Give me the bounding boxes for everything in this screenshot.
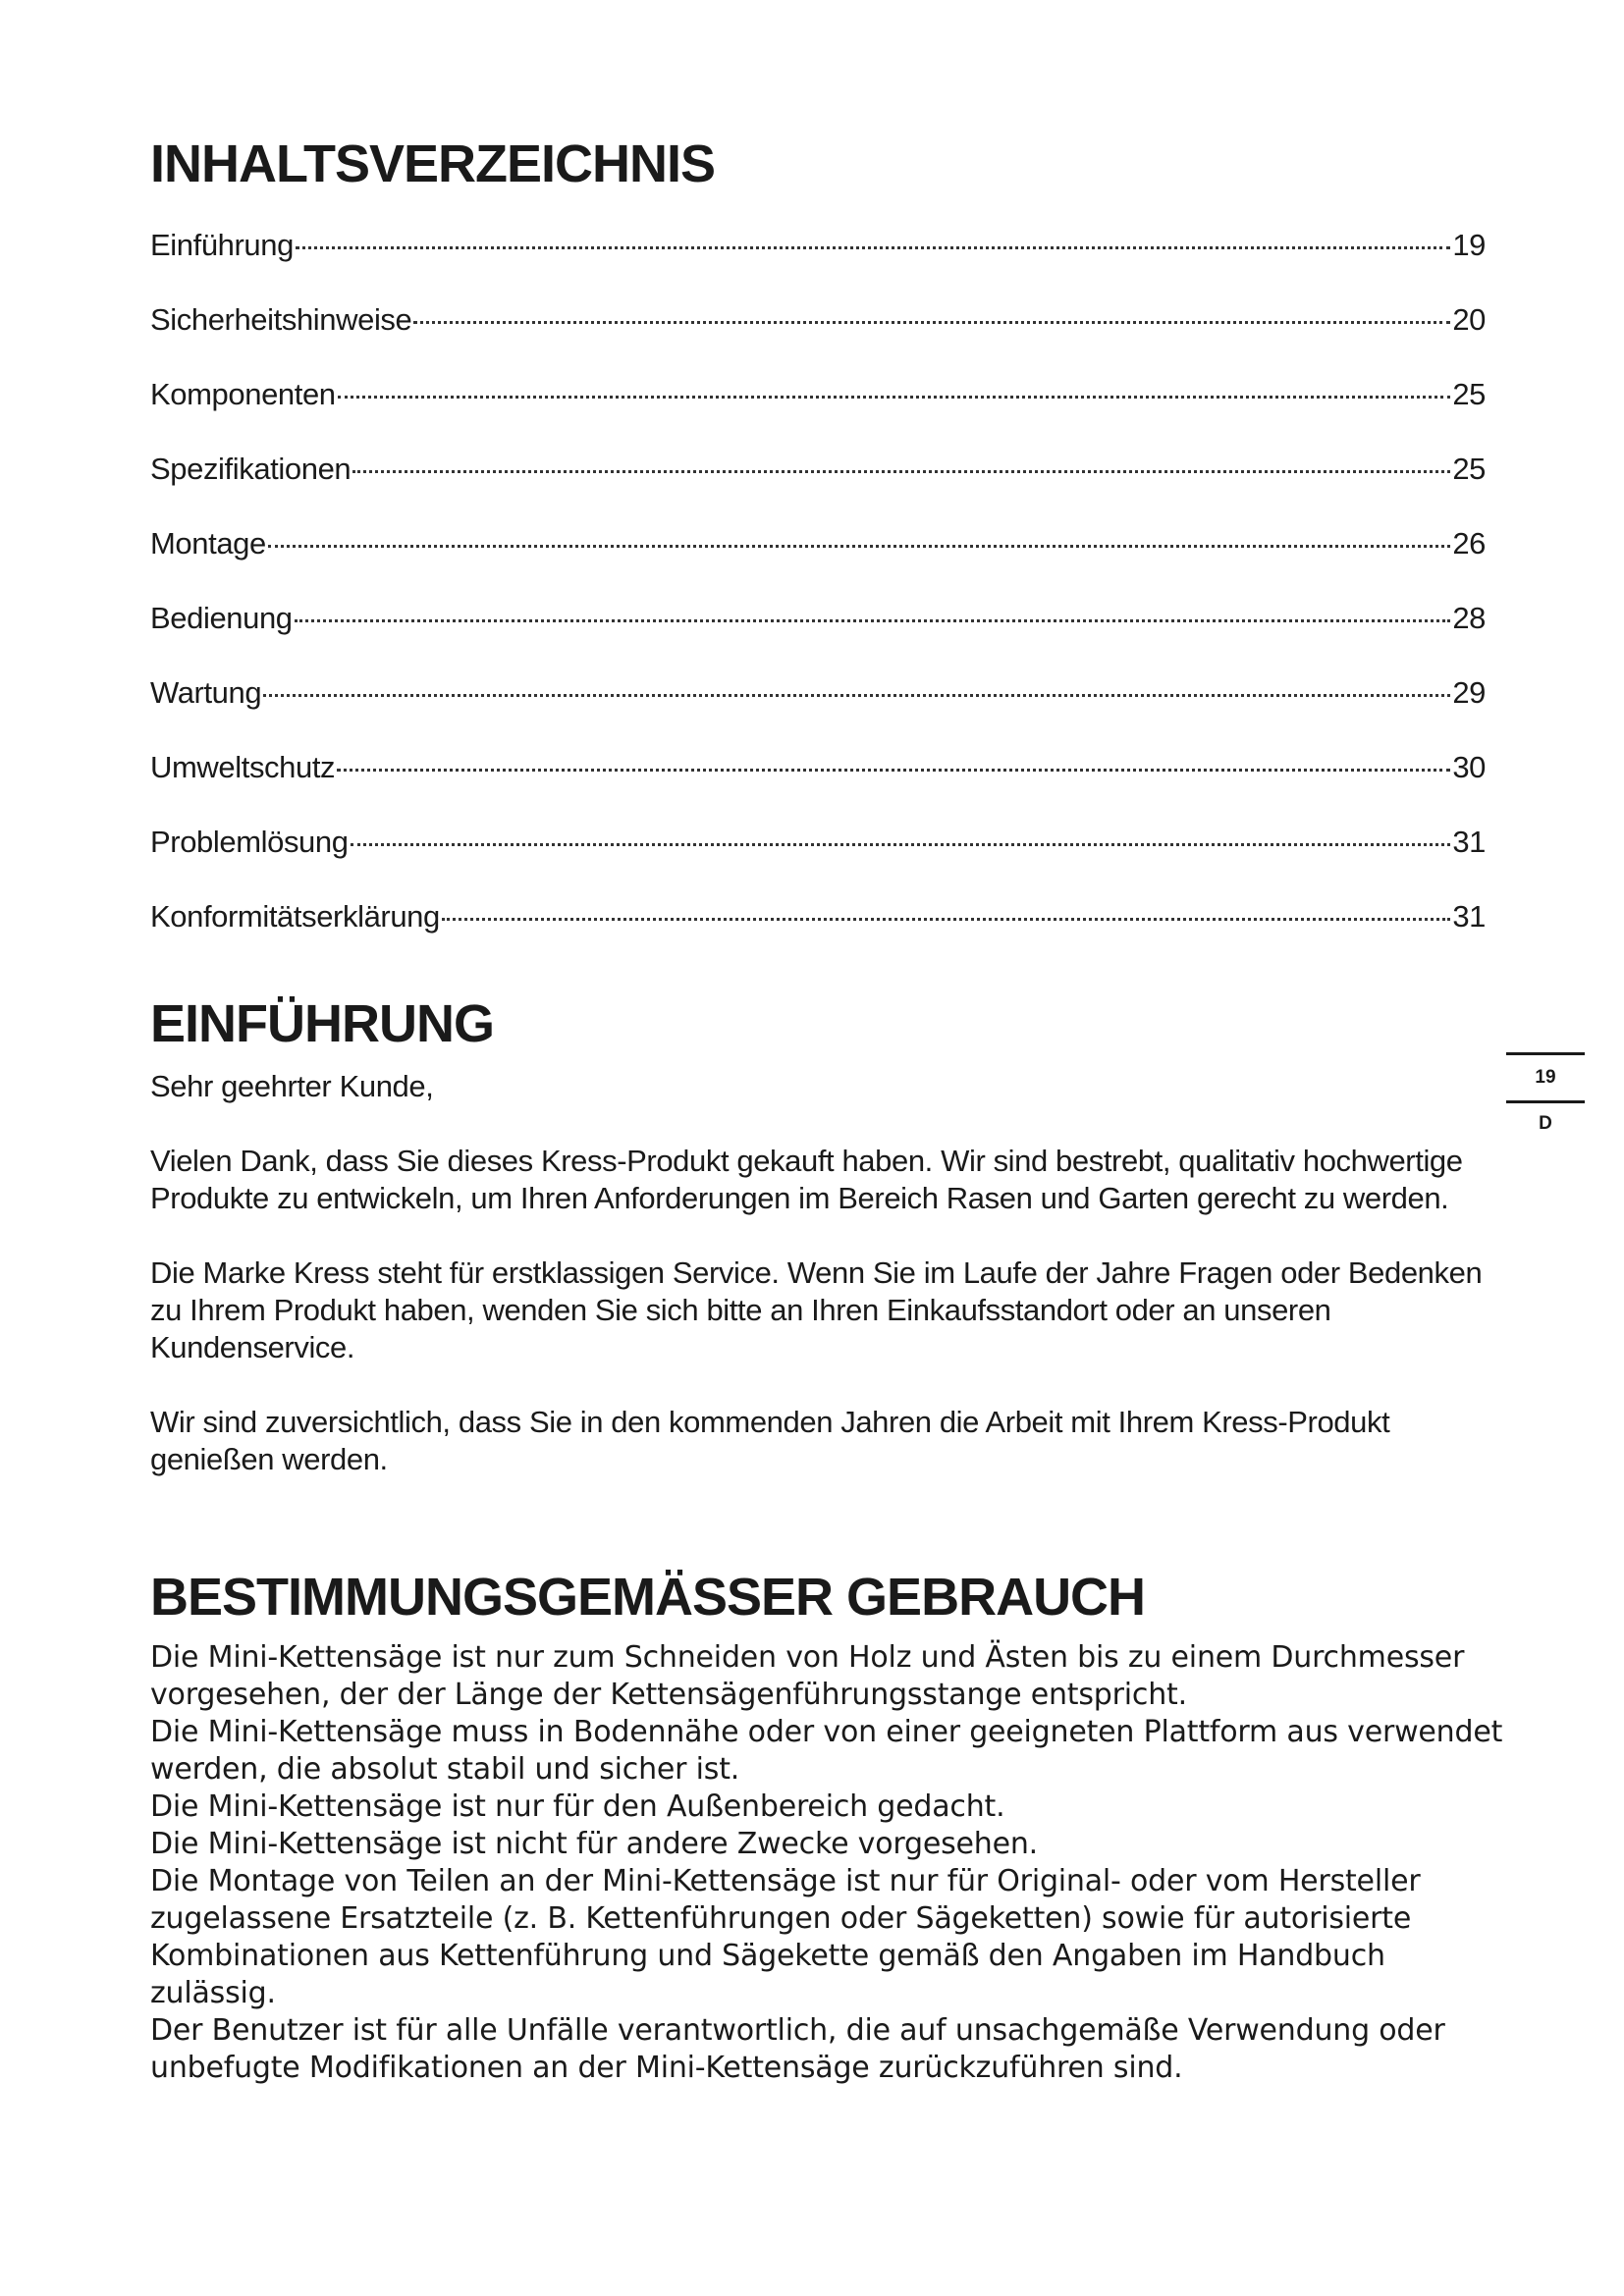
toc-entry-page: 30 — [1452, 750, 1486, 784]
page-number: 19 — [1535, 1067, 1556, 1088]
usage-paragraph: Die Mini-Kettensäge ist nur für den Außenbereich gedacht. — [150, 1789, 1005, 1824]
toc-entry — [150, 750, 1486, 825]
toc-entry-title: Bedienung — [150, 601, 293, 635]
toc-entry-title: Spezifikationen — [150, 452, 352, 486]
toc-dot-leader — [338, 396, 1451, 399]
intro-paragraph: Wir sind zuversichtlich, dass Sie in den kommenden Jahren die Arbeit mit Ihrem Kress-Produkt genießen werden. — [150, 1405, 1390, 1476]
table-of-contents — [150, 228, 1486, 974]
toc-entry-title: Einführung — [150, 228, 294, 262]
toc-dot-leader — [351, 843, 1451, 846]
toc-entry-title: Problemlösung — [150, 825, 349, 859]
toc-entry-title: Konformitätserklärung — [150, 899, 440, 934]
toc-entry — [150, 825, 1486, 899]
toc-entry — [150, 601, 1486, 675]
toc-entry-title: Komponenten — [150, 377, 336, 411]
toc-entry-page: 29 — [1452, 675, 1486, 710]
toc-entry — [150, 526, 1486, 601]
toc-dot-leader — [352, 470, 1450, 473]
usage-paragraph: Der Benutzer ist für alle Unfälle verantwortlich, die auf unsachgemäße Verwendung oder unbefugte Modifikationen an der Mini-Kettensäge zurückzuführen sind. — [150, 2013, 1445, 2085]
toc-entry-page: 19 — [1452, 228, 1486, 262]
toc-entry — [150, 899, 1486, 974]
intro-heading: EINFÜHRUNG — [150, 994, 494, 1053]
usage-paragraph: Die Mini-Kettensäge muss in Bodennähe oder von einer geeigneten Plattform aus verwendet werden, die absolut stabil und sicher ist. — [150, 1715, 1503, 1787]
toc-dot-leader — [295, 619, 1451, 622]
toc-entry-title: Sicherheitshinweise — [150, 302, 412, 337]
language-code: D — [1539, 1113, 1552, 1134]
toc-entry-title: Wartung — [150, 675, 262, 710]
toc-entry-page: 31 — [1452, 899, 1486, 934]
toc-entry-page: 26 — [1452, 526, 1486, 561]
toc-entry-page: 20 — [1452, 302, 1486, 337]
toc-entry-title: Montage — [150, 526, 266, 561]
toc-entry-page: 31 — [1452, 825, 1486, 859]
usage-paragraph: Die Mini-Kettensäge ist nicht für andere Zwecke vorgesehen. — [150, 1827, 1038, 1861]
intro-paragraph: Die Marke Kress steht für erstklassigen Service. Wenn Sie im Laufe der Jahre Fragen oder Bedenken zu Ihrem Produkt haben, wenden Sie sich bitte an Ihren Einkaufsstandort oder an unseren Kundenservice. — [150, 1255, 1483, 1364]
usage-paragraph: Die Montage von Teilen an der Mini-Kettensäge ist nur für Original- oder vom Hersteller zugelassene Ersatzteile (z. B. Kettenführungen oder Sägeketten) sowie für autorisierte Kombinationen aus Kettenführung und Sägekette gemäß den Angaben im Handbuch zulässig. — [150, 1864, 1421, 2010]
toc-entry-page: 28 — [1452, 601, 1486, 635]
toc-dot-leader — [337, 769, 1450, 772]
intro-salutation: Sehr geehrter Kunde, — [150, 1069, 434, 1103]
toc-entry-page: 25 — [1452, 452, 1486, 486]
toc-entry-title: Umweltschutz — [150, 750, 336, 784]
page-side-tab — [1506, 1052, 1585, 1135]
usage-paragraph: Die Mini-Kettensäge ist nur zum Schneiden von Holz und Ästen bis zu einem Durchmesser vorgesehen, der der Länge der Kettensägenführungsstange entspricht. — [150, 1640, 1465, 1712]
toc-entry — [150, 377, 1486, 452]
toc-heading: INHALTSVERZEICHNIS — [150, 134, 716, 193]
toc-entry — [150, 452, 1486, 526]
toc-dot-leader — [268, 545, 1450, 548]
toc-dot-leader — [263, 694, 1450, 697]
toc-entry-page: 25 — [1452, 377, 1486, 411]
toc-dot-leader — [296, 246, 1450, 249]
toc-dot-leader — [442, 918, 1450, 921]
intro-section — [150, 1068, 1505, 1516]
toc-entry — [150, 675, 1486, 750]
toc-entry — [150, 302, 1486, 377]
usage-section — [150, 1639, 1505, 2087]
toc-dot-leader — [413, 321, 1450, 324]
toc-entry — [150, 228, 1486, 302]
intro-paragraph: Vielen Dank, dass Sie dieses Kress-Produkt gekauft haben. Wir sind bestrebt, qualitativ hochwertige Produkte zu entwickeln, um Ihren Anforderungen im Bereich Rasen und Garten gerecht zu werden. — [150, 1144, 1463, 1215]
usage-heading: BESTIMMUNGSGEMÄSSER GEBRAUCH — [150, 1568, 1146, 1627]
